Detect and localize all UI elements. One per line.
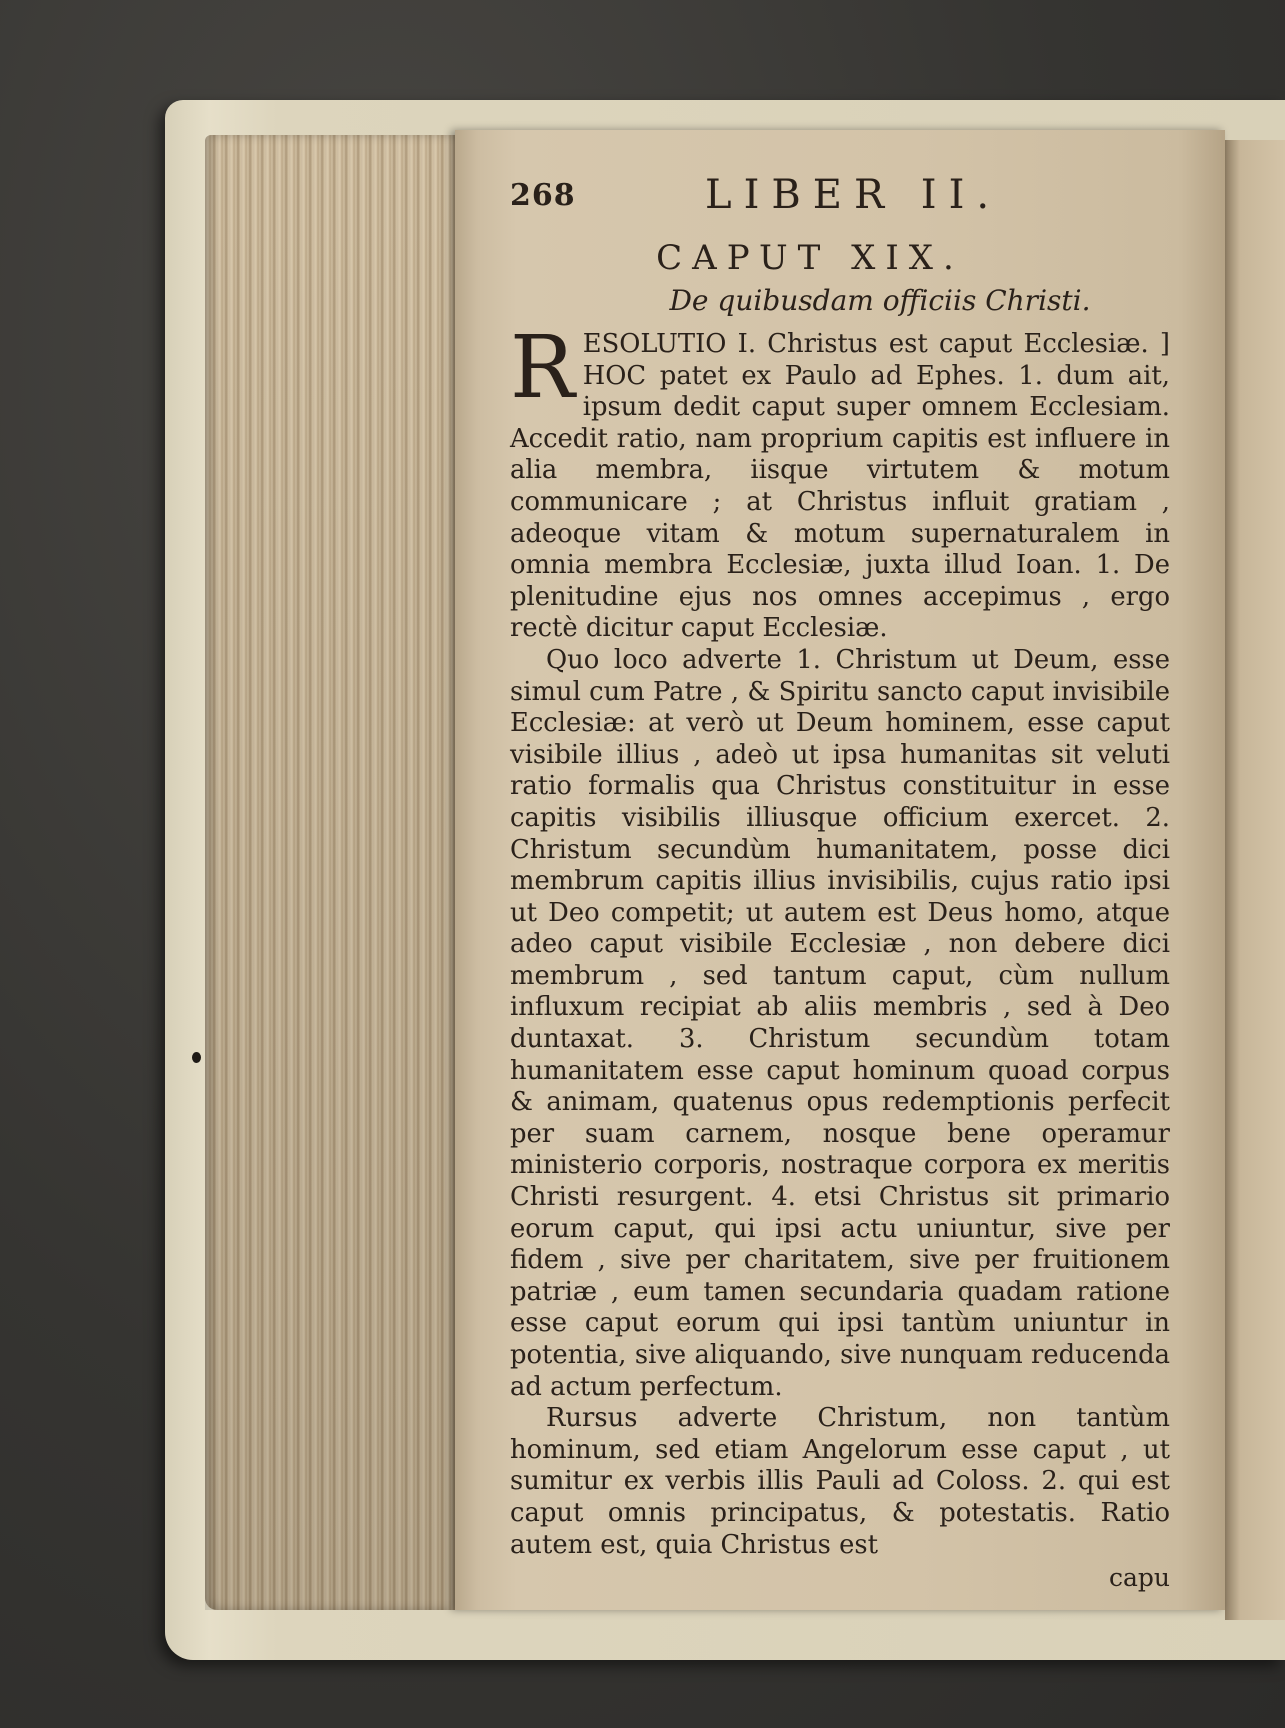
paragraph — [510, 318, 1170, 645]
running-head: LIBER II. — [705, 172, 1002, 218]
facing-page-edge — [1225, 140, 1285, 1620]
page-content — [510, 172, 1170, 1593]
drop-cap: R — [510, 318, 575, 418]
body-text — [510, 318, 1170, 1561]
ink-spot — [192, 1052, 201, 1063]
page-block-edges — [205, 135, 470, 1610]
chapter-title: De quibusdam officiis Christi. — [669, 284, 1091, 317]
book-page — [455, 130, 1225, 1610]
page-number: 268 — [510, 178, 576, 213]
catchword: capu — [1108, 1563, 1170, 1593]
page-header — [510, 172, 1170, 238]
paragraph: Quo loco adverte 1. Christum ut Deum, esse simul cum Patre , & Spiritu sancto caput invisibile Ecclesiæ: at verò ut Deum hominem, esse caput visibile illius , adeò ut ipsa humanitas sit veluti ratio formalis qua Christus constituitur in esse capitis visibilis illiusque officium exercet. 2. Christum secundùm humanitatem, posse dici membrum capitis illius invisibilis, cujus ratio ipsi ut Deo competit; ut autem est Deus homo, atque adeo caput visibile Ecclesiæ , non debere dici membrum , sed tantum caput, cùm nullum influxum recipiat ab aliis membris , sed à Deo duntaxat. 3. Christum secundùm totam humanitatem esse caput hominum quoad corpus & animam, quatenus opus redemptionis perfecit per suam carnem, nosque bene operamur ministerio corporis, nostraque corpora ex meritis Christi resurgent. 4. etsi Christus sit primario eorum caput, qui ipsi actu uniuntur, sive per fidem , sive per charitatem, sive per fruitionem patriæ , eum tamen secundaria quadam ratione esse caput eorum qui ipsi tantùm uniuntur in potentia, sive aliquando, sive nunquam reducenda ad actum perfectum. — [510, 644, 1170, 1402]
chapter-heading: CAPUT XIX. — [656, 238, 964, 278]
paragraph-text: ESOLUTIO I. Christus est caput Ecclesiæ. ] HOC patet ex Paulo ad Ephes. 1. dum ait, ipsum dedit caput super omnem Ecclesiam. Accedit ratio, nam proprium capitis est influere in alia membra, iisque virtutem & motum communicare ; at Christus influit gratiam , adeoque vitam & motum supernaturalem in omnia membra Ecclesiæ, juxta illud Ioan. 1. De plenitudine ejus nos omnes accepimus , ergo rectè dicitur caput Ecclesiæ. — [510, 329, 1170, 644]
paragraph: Rursus adverte Christum, non tantùm hominum, sed etiam Angelorum esse caput , ut sumitur ex verbis illis Pauli ad Coloss. 2. qui est caput omnis principatus, & potestatis. Ratio autem est, quia Christus est — [510, 1403, 1170, 1560]
